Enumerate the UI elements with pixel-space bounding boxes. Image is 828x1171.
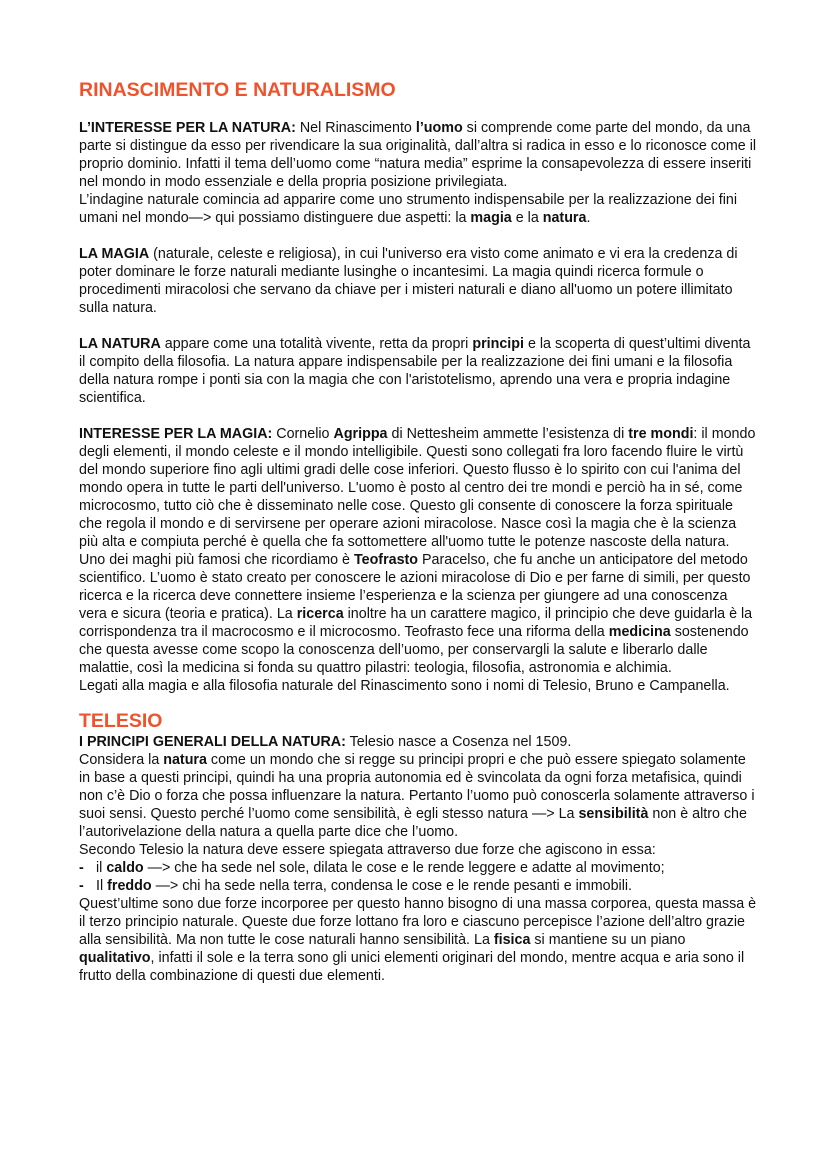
paragraph-la-magia: LA MAGIA (naturale, celeste e religiosa), in cui l'universo era visto come animato e vi era la credenza di poter dominare le forze naturali mediante lusinghe o incantesimi. La magia quindi ricerca formule o procedimenti miracolosi che servano da chiave per i misteri naturali e diano all'uomo un potere illimitato sulla natura. — [79, 246, 738, 316]
list-item-freddo: - Il freddo —> chi ha sede nella terra, condensa le cose e le rende pesanti e immobili. — [79, 878, 633, 894]
bullet-dash: - — [79, 878, 84, 894]
section-lead: LA MAGIA — [79, 246, 150, 262]
section-heading-telesio: TELESIO — [79, 710, 163, 732]
paragraph-principi-generali: I PRINCIPI GENERALI DELLA NATURA: Telesio nasce a Cosenza nel 1509. — [79, 734, 572, 750]
section-lead: I PRINCIPI GENERALI DELLA NATURA: — [79, 734, 346, 750]
paragraph-la-natura: LA NATURA appare come una totalità vivente, retta da propri principi e la scoperta di quest’ultimi diventa il compito della filosofia. La natura appare indispensabile per la realizzazione dei fini umani e la filosofia della natura rompe i ponti sia con la magia che con l'aristotelismo, aprendo una vera e propria indagine scientifica. — [79, 336, 751, 406]
paragraph-interesse-natura: L’INTERESSE PER LA NATURA: Nel Rinascimento l’uomo si comprende come parte del mondo, da una parte si distingue da esso per rivendicare la sua originalità, dall’altra si radica in esso e lo riconosce come il proprio dominio. Infatti il tema dell’uomo come “natura media” esprime la consapevolezza di essere inseriti nel mondo in modo essenziale e della propria posizione privilegiata. — [79, 120, 757, 190]
paragraph-indagine-naturale: L’indagine naturale comincia ad apparire come uno strumento indispensabile per la realizzazione dei fini umani nel mondo—> qui possiamo distinguere due aspetti: la magia e la natura. — [79, 192, 738, 226]
document-page — [79, 78, 759, 985]
paragraph-legati: Legati alla magia e alla filosofia naturale del Rinascimento sono i nomi di Telesio, Bruno e Campanella. — [79, 678, 730, 694]
paragraph-due-forze: Secondo Telesio la natura deve essere spiegata attraverso due forze che agiscono in essa: — [79, 842, 656, 858]
bullet-dash: - — [79, 860, 84, 876]
paragraph-interesse-magia: INTERESSE PER LA MAGIA: Cornelio Agrippa di Nettesheim ammette l’esistenza di tre mondi: il mondo degli elementi, il mondo celeste e il mondo intelligibile. Questi sono collegati fra loro facendo fluire le virtù del mondo superiore fino agli ultimi gradi delle cose inferiori. Questo flusso è lo spirito con cui l'anima del mondo opera in tutte le parti dell'universo. L'uomo è posto al centro dei tre mondi e perciò ha in sé, come microcosmo, tutto ciò che è disseminato nelle cose. Questo gli consente di conoscere la forza spirituale che regola il mondo e di servirsene per operare azioni miracolose. Nasce così la magia che è la scienza più alta e compiuta perché è quella che fa sottomettere all'uomo tutte le potenze nascoste della natura. — [79, 426, 756, 550]
paragraph-teofrasto: Uno dei maghi più famosi che ricordiamo è Teofrasto Paracelso, che fu anche un anticipatore del metodo scientifico. L’uomo è stato creato per conoscere le azioni miracolose di Dio e per farne di simili, per questo ricerca e la ricerca deve connettere insieme l’esperienza e la scienza per giungere ad una conoscenza vera e sicura (teoria e pratica). La ricerca inoltre ha un carattere magico, il principio che deve guidarla è la corrispondenza tra il macrocosmo e il microcosmo. Teofrasto fece una riforma della medicina sostenendo che questa avesse come scopo la conoscenza dell’uomo, per conservargli la salute e liberarlo dalle malattie, così la medicina si fonda su quattro pilastri: teologia, filosofia, astronomia e alchimia. — [79, 552, 753, 676]
section-lead: INTERESSE PER LA MAGIA: — [79, 426, 273, 442]
section-lead: L’INTERESSE PER LA NATURA: — [79, 120, 296, 136]
section-lead: LA NATURA — [79, 336, 161, 352]
list-item-caldo: - il caldo —> che ha sede nel sole, dilata le cose e le rende leggere e adatte al movimento; — [79, 860, 665, 876]
document-title: RINASCIMENTO E NATURALISMO — [79, 79, 396, 101]
paragraph-forze-incorporee: Quest’ultime sono due forze incorporee per questo hanno bisogno di una massa corporea, questa massa è il terzo principio naturale. Queste due forze lottano fra loro e ciascuno percepisce l’azione dell’altro grazie alla sensibilità. Ma non tutte le cose naturali hanno sensibilità. La fisica si mantiene su un piano qualitativo, infatti il sole e la terra sono gli unici elementi originari del mondo, mentre acqua e aria sono il frutto della combinazione di questi due elementi. — [79, 896, 757, 984]
paragraph-considera-natura: Considera la natura come un mondo che si regge su principi propri e che può essere spiegato solamente in base a questi principi, quindi ha una propria autonomia ed è svincolata da ogni forza metafisica, quindi non c’è Dio o forza che possa influenzare la natura. Pertanto l’uomo può conoscerla solamente attraverso i suoi sensi. Questo perché l’uomo come sensibilità, è egli stesso natura —> La sensibilità non è altro che l’autorivelazione della natura a quella parte dice che l’uomo. — [79, 752, 755, 840]
